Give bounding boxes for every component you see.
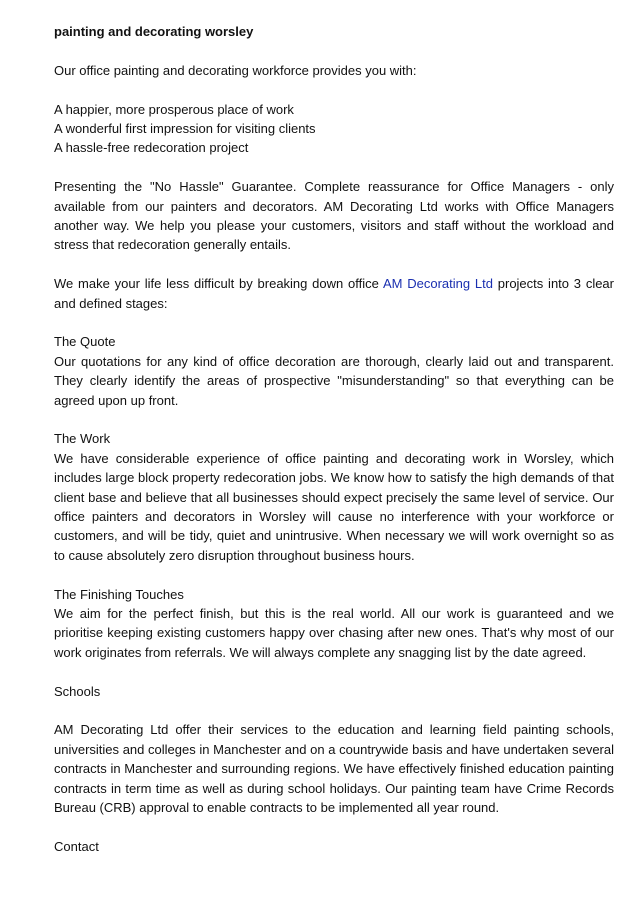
intro-paragraph: Our office painting and decorating workforce provides you with: bbox=[54, 62, 417, 78]
schools-heading: Schools bbox=[54, 683, 101, 699]
stages-text-before: We make your life less difficult by breaking down office bbox=[54, 276, 383, 292]
work-heading: The Work bbox=[54, 431, 111, 447]
company-link[interactable]: AM Decorating Ltd bbox=[382, 276, 493, 292]
stages-text-after: projects into 3 clear and defined stages: bbox=[54, 276, 614, 311]
quote-body: Our quotations for any kind of office decoration are thorough, clearly laid out and transparent. They clearly identify the areas of prospective "misunderstanding" so that everything can be agreed upon up front. bbox=[54, 353, 614, 408]
work-section bbox=[54, 429, 614, 565]
benefit-item: A hassle-free redecoration project bbox=[54, 140, 249, 156]
stages-paragraph bbox=[54, 274, 614, 313]
schools-body: AM Decorating Ltd offer their services to the education and learning field painting schools, universities and colleges in Manchester and on a countrywide basis and have undertaken several contracts in Manchester and surrounding regions. We have effectively finished education painting contracts in term time as well as during school holidays. Our painting team have Crime Records Bureau (CRB) approval to enable contracts to be implemented all year round. bbox=[54, 722, 614, 816]
work-body: We have considerable experience of office painting and decorating work in Worsley, which includes large block property redecoration jobs. We know how to satisfy the high demands of that client base and believe that all businesses should expect precisely the same level of service. Our office painters and decorators in Worsley will cause no interference with your workforce or customers, and will be tidy, quiet and unintrusive. When necessary we will work overnight so as to cause absolutely zero disruption throughout business hours. bbox=[54, 450, 614, 563]
finishing-section bbox=[54, 585, 614, 663]
guarantee-paragraph: Presenting the "No Hassle" Guarantee. Complete reassurance for Office Managers - only available from our painters and decorators. AM Decorating Ltd works with Office Managers another way. We help you please your customers, visitors and staff without the workload and stress that redecoration generally entails. bbox=[54, 179, 614, 253]
benefit-item: A wonderful first impression for visiting clients bbox=[54, 121, 316, 136]
contact-heading: Contact bbox=[54, 838, 99, 854]
finishing-body: We aim for the perfect finish, but this is the real world. All our work is guaranteed and we prioritise keeping existing customers happy over chasing after new ones. That's why most of our work originates from referrals. We will always complete any snagging list by the date agreed. bbox=[54, 606, 614, 660]
benefit-item: A happier, more prosperous place of work bbox=[54, 101, 294, 117]
document-page bbox=[54, 22, 614, 876]
document-title: painting and decorating worsley bbox=[54, 24, 254, 39]
quote-heading: The Quote bbox=[54, 334, 116, 350]
finishing-heading: The Finishing Touches bbox=[54, 586, 184, 602]
benefits-list bbox=[54, 100, 614, 158]
quote-section bbox=[54, 332, 614, 410]
